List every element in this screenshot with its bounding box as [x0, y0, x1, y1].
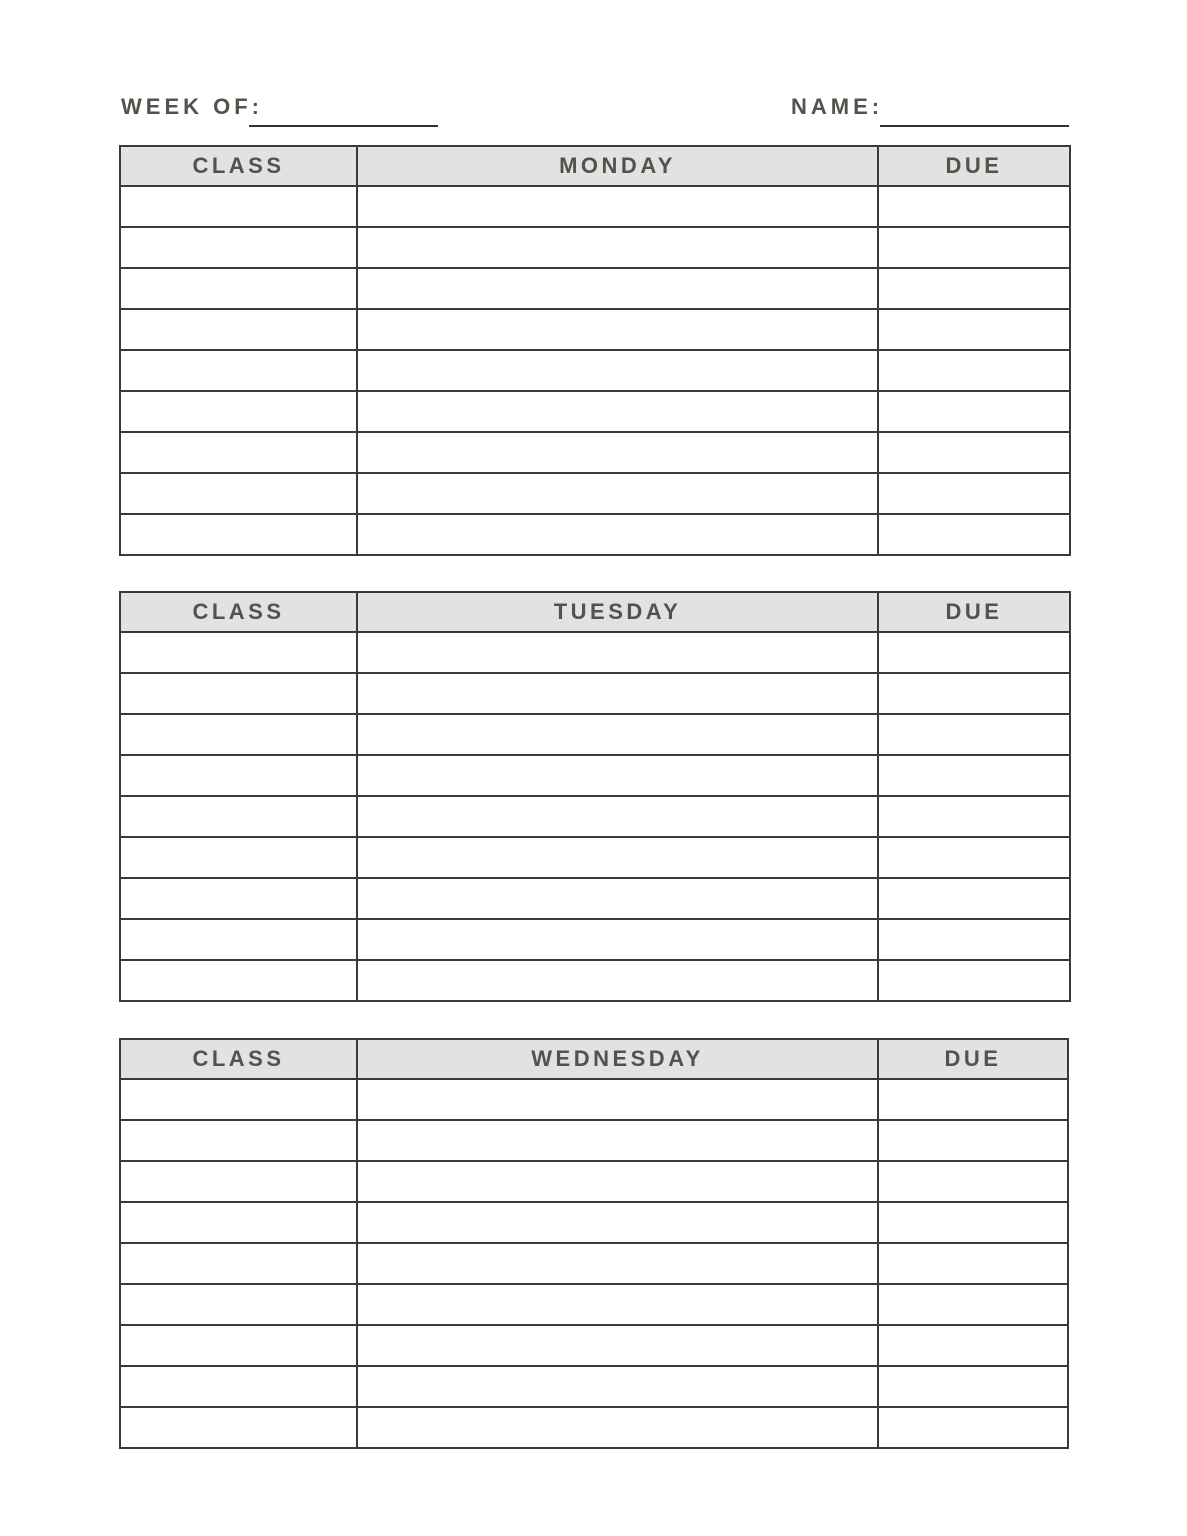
- table-row: [120, 1366, 1068, 1407]
- class-cell[interactable]: [120, 227, 357, 268]
- table-row: [120, 796, 1070, 837]
- table-row: [120, 1202, 1068, 1243]
- day-header: MONDAY: [357, 146, 878, 186]
- class-cell[interactable]: [120, 796, 357, 837]
- class-cell[interactable]: [120, 514, 357, 555]
- due-cell[interactable]: [878, 268, 1070, 309]
- due-cell[interactable]: [878, 1325, 1068, 1366]
- due-cell[interactable]: [878, 1120, 1068, 1161]
- table-row: [120, 919, 1070, 960]
- due-cell[interactable]: [878, 227, 1070, 268]
- due-cell[interactable]: [878, 1366, 1068, 1407]
- class-cell[interactable]: [120, 673, 357, 714]
- table-row: [120, 878, 1070, 919]
- assignment-cell[interactable]: [357, 673, 878, 714]
- due-cell[interactable]: [878, 1243, 1068, 1284]
- class-cell[interactable]: [120, 1202, 357, 1243]
- table-row: [120, 1284, 1068, 1325]
- assignment-cell[interactable]: [357, 755, 878, 796]
- table-row: [120, 350, 1070, 391]
- table-row: [120, 227, 1070, 268]
- table-row: [120, 268, 1070, 309]
- class-cell[interactable]: [120, 714, 357, 755]
- due-cell[interactable]: [878, 632, 1070, 673]
- due-header: DUE: [878, 1039, 1068, 1079]
- assignment-cell[interactable]: [357, 186, 878, 227]
- table-row: [120, 1243, 1068, 1284]
- class-header: CLASS: [120, 592, 357, 632]
- due-cell[interactable]: [878, 391, 1070, 432]
- class-header: CLASS: [120, 146, 357, 186]
- assignment-cell[interactable]: [357, 960, 878, 1001]
- day-header: WEDNESDAY: [357, 1039, 878, 1079]
- name-field[interactable]: [880, 125, 1069, 127]
- assignment-cell[interactable]: [357, 1161, 878, 1202]
- assignment-cell[interactable]: [357, 796, 878, 837]
- assignment-cell[interactable]: [357, 1079, 878, 1120]
- table-row: [120, 673, 1070, 714]
- class-cell[interactable]: [120, 1120, 357, 1161]
- due-cell[interactable]: [878, 673, 1070, 714]
- class-cell[interactable]: [120, 268, 357, 309]
- assignment-cell[interactable]: [357, 391, 878, 432]
- assignment-cell[interactable]: [357, 919, 878, 960]
- table-row: [120, 432, 1070, 473]
- assignment-cell[interactable]: [357, 227, 878, 268]
- table-row: [120, 632, 1070, 673]
- assignment-cell[interactable]: [357, 514, 878, 555]
- due-cell[interactable]: [878, 514, 1070, 555]
- due-header: DUE: [878, 146, 1070, 186]
- due-cell[interactable]: [878, 1202, 1068, 1243]
- class-cell[interactable]: [120, 632, 357, 673]
- class-cell[interactable]: [120, 1079, 357, 1120]
- class-cell[interactable]: [120, 1366, 357, 1407]
- name-label: NAME:: [791, 94, 884, 119]
- table-row: [120, 1120, 1068, 1161]
- table-row: [120, 714, 1070, 755]
- assignment-cell[interactable]: [357, 1120, 878, 1161]
- due-cell[interactable]: [878, 755, 1070, 796]
- due-cell[interactable]: [878, 878, 1070, 919]
- week-of-label: WEEK OF:: [121, 94, 263, 119]
- table-row: [120, 755, 1070, 796]
- planner-table-monday: [119, 145, 1071, 556]
- table-row: [120, 391, 1070, 432]
- class-header: CLASS: [120, 1039, 357, 1079]
- class-cell[interactable]: [120, 1407, 357, 1448]
- table-row: [120, 1407, 1068, 1448]
- assignment-cell[interactable]: [357, 350, 878, 391]
- class-cell[interactable]: [120, 1284, 357, 1325]
- assignment-cell[interactable]: [357, 632, 878, 673]
- class-cell[interactable]: [120, 960, 357, 1001]
- assignment-cell[interactable]: [357, 1202, 878, 1243]
- assignment-cell[interactable]: [357, 837, 878, 878]
- due-cell[interactable]: [878, 186, 1070, 227]
- due-cell[interactable]: [878, 919, 1070, 960]
- planner-table-wednesday: [119, 1038, 1069, 1449]
- due-cell[interactable]: [878, 1079, 1068, 1120]
- class-cell[interactable]: [120, 350, 357, 391]
- due-cell[interactable]: [878, 837, 1070, 878]
- due-cell[interactable]: [878, 309, 1070, 350]
- table-row: [120, 1325, 1068, 1366]
- class-cell[interactable]: [120, 755, 357, 796]
- due-cell[interactable]: [878, 432, 1070, 473]
- table-row: [120, 473, 1070, 514]
- due-cell[interactable]: [878, 1284, 1068, 1325]
- class-cell[interactable]: [120, 309, 357, 350]
- assignment-cell[interactable]: [357, 309, 878, 350]
- table-row: [120, 960, 1070, 1001]
- table-row: [120, 1161, 1068, 1202]
- class-cell[interactable]: [120, 391, 357, 432]
- assignment-cell[interactable]: [357, 1243, 878, 1284]
- day-header: TUESDAY: [357, 592, 878, 632]
- due-cell[interactable]: [878, 960, 1070, 1001]
- assignment-cell[interactable]: [357, 1366, 878, 1407]
- class-cell[interactable]: [120, 1243, 357, 1284]
- assignment-cell[interactable]: [357, 268, 878, 309]
- class-cell[interactable]: [120, 473, 357, 514]
- assignment-cell[interactable]: [357, 1284, 878, 1325]
- week-of-field[interactable]: [249, 125, 438, 127]
- table-row: [120, 837, 1070, 878]
- class-cell[interactable]: [120, 837, 357, 878]
- assignment-cell[interactable]: [357, 473, 878, 514]
- due-cell[interactable]: [878, 714, 1070, 755]
- table-row: [120, 1079, 1068, 1120]
- assignment-cell[interactable]: [357, 1407, 878, 1448]
- table-row: [120, 309, 1070, 350]
- assignment-cell[interactable]: [357, 1325, 878, 1366]
- assignment-cell[interactable]: [357, 714, 878, 755]
- table-row: [120, 514, 1070, 555]
- class-cell[interactable]: [120, 1325, 357, 1366]
- due-cell[interactable]: [878, 473, 1070, 514]
- class-cell[interactable]: [120, 919, 357, 960]
- table-row: [120, 186, 1070, 227]
- class-cell[interactable]: [120, 1161, 357, 1202]
- due-header: DUE: [878, 592, 1070, 632]
- class-cell[interactable]: [120, 878, 357, 919]
- due-cell[interactable]: [878, 1407, 1068, 1448]
- class-cell[interactable]: [120, 186, 357, 227]
- due-cell[interactable]: [878, 350, 1070, 391]
- due-cell[interactable]: [878, 1161, 1068, 1202]
- class-cell[interactable]: [120, 432, 357, 473]
- planner-table-tuesday: [119, 591, 1071, 1002]
- due-cell[interactable]: [878, 796, 1070, 837]
- assignment-cell[interactable]: [357, 432, 878, 473]
- assignment-cell[interactable]: [357, 878, 878, 919]
